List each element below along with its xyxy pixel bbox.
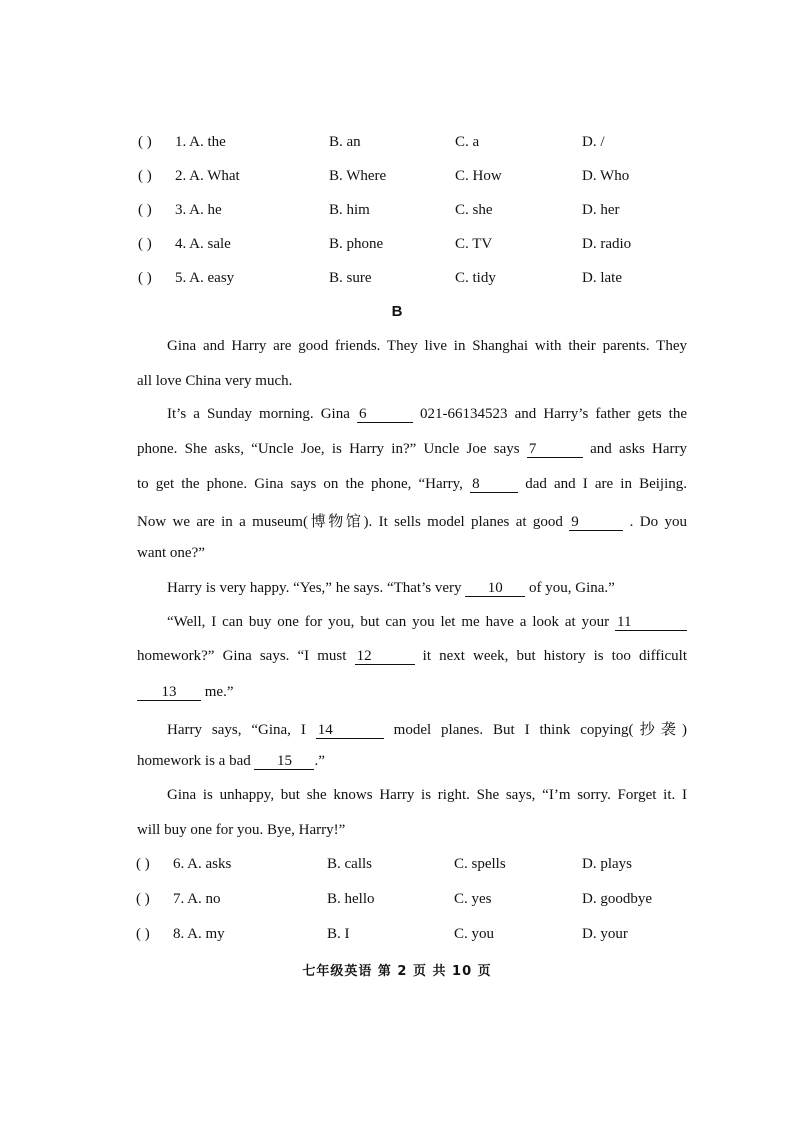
passage-text: It’s a Sunday morning. Gina (167, 406, 350, 422)
question-row-7 (0, 891, 794, 913)
option-c: C. yes (454, 891, 492, 907)
option-a: 7. A. no (173, 891, 221, 907)
option-a: 1. A. the (175, 134, 226, 150)
passage-line (137, 580, 687, 602)
question-row-2 (0, 168, 794, 190)
passage-text: to get the phone. Gina says on the phone, “Harry, (137, 476, 463, 492)
answer-bracket[interactable]: ( ) (138, 134, 152, 150)
option-b: B. sure (329, 270, 372, 286)
blank-15[interactable]: 15 (254, 753, 314, 770)
passage-line (137, 441, 687, 463)
passage-line: will buy one for you. Bye, Harry!” (137, 822, 346, 838)
answer-bracket[interactable]: ( ) (136, 926, 150, 942)
page-footer: 七年级英语 第 2 页 共 10 页 (302, 964, 492, 979)
passage-line (137, 648, 687, 670)
question-row-1 (0, 134, 794, 156)
passage-text: Now we are in a museum(博物馆). It sells model planes at good (137, 514, 563, 530)
option-d: D. her (582, 202, 620, 218)
section-heading: B (391, 303, 403, 320)
blank-9[interactable]: 9 (569, 514, 623, 531)
option-b: B. I (327, 926, 350, 942)
option-d: D. goodbye (582, 891, 652, 907)
question-row-3 (0, 202, 794, 224)
blank-14[interactable]: 14 (316, 722, 384, 739)
blank-7[interactable]: 7 (527, 441, 583, 458)
passage-line: Gina and Harry are good friends. They live in Shanghai with their parents. They (167, 338, 687, 354)
option-c: C. you (454, 926, 495, 942)
option-b: B. phone (329, 236, 384, 252)
passage-text: and asks Harry (590, 441, 688, 457)
passage-text: homework?” Gina says. “I must (137, 648, 347, 664)
passage-line (137, 406, 687, 428)
passage-line (137, 684, 687, 706)
option-c: C. she (455, 202, 493, 218)
answer-bracket[interactable]: ( ) (136, 891, 150, 907)
passage-text: of you, Gina.” (529, 580, 615, 596)
option-d: D. Who (582, 168, 630, 184)
option-c: C. a (455, 134, 480, 150)
passage-line (137, 718, 687, 740)
passage-text: . Do you (629, 514, 687, 530)
option-c: C. tidy (455, 270, 496, 286)
question-row-8 (0, 926, 794, 948)
option-a: 3. A. he (175, 202, 222, 218)
answer-bracket[interactable]: ( ) (138, 236, 152, 252)
blank-11[interactable]: 11 (615, 614, 687, 631)
passage-text: dad and I are in Beijing. (525, 476, 687, 492)
question-row-4 (0, 236, 794, 258)
option-c: C. How (455, 168, 502, 184)
question-row-5 (0, 270, 794, 292)
answer-bracket[interactable]: ( ) (136, 856, 150, 872)
option-b: B. hello (327, 891, 375, 907)
passage-text: phone. She asks, “Uncle Joe, is Harry in?” Uncle Joe says (137, 441, 520, 457)
passage-line: all love China very much. (137, 373, 293, 389)
blank-12[interactable]: 12 (355, 648, 415, 665)
option-a: 5. A. easy (175, 270, 235, 286)
blank-6[interactable]: 6 (357, 406, 413, 423)
passage-line: want one?” (137, 545, 205, 561)
option-a: 6. A. asks (173, 856, 232, 872)
option-d: D. late (582, 270, 622, 286)
blank-10[interactable]: 10 (465, 580, 525, 597)
option-b: B. Where (329, 168, 387, 184)
passage-text: homework is a bad (137, 753, 251, 769)
blank-8[interactable]: 8 (470, 476, 518, 493)
option-a: 4. A. sale (175, 236, 231, 252)
option-d: D. / (582, 134, 605, 150)
passage-text: me.” (204, 684, 234, 700)
blank-13[interactable]: 13 (137, 684, 201, 701)
passage-text: it next week, but history is too difficult (422, 648, 687, 664)
answer-bracket[interactable]: ( ) (138, 270, 152, 286)
passage-text: “Well, I can buy one for you, but can you let me have a look at your (167, 614, 610, 630)
passage-text: 021-66134523 and Harry’s father gets the (420, 406, 687, 422)
option-c: C. spells (454, 856, 506, 872)
option-b: B. calls (327, 856, 372, 872)
option-d: D. radio (582, 236, 632, 252)
option-d: D. plays (582, 856, 632, 872)
passage-text: .” (314, 753, 325, 769)
passage-line (137, 510, 687, 532)
passage-text: model planes. But I think copying(抄袭) (393, 722, 688, 738)
option-c: C. TV (455, 236, 493, 252)
answer-bracket[interactable]: ( ) (138, 202, 152, 218)
option-a: 2. A. What (175, 168, 240, 184)
passage-line: Gina is unhappy, but she knows Harry is right. She says, “I’m sorry. Forget it. I (167, 787, 687, 803)
passage-line (137, 614, 687, 636)
passage-text: Harry is very happy. “Yes,” he says. “That’s very (167, 580, 462, 596)
passage-line (137, 476, 687, 498)
passage-line (137, 753, 687, 775)
passage-text: Harry says, “Gina, I (167, 722, 306, 738)
answer-bracket[interactable]: ( ) (138, 168, 152, 184)
option-b: B. him (329, 202, 370, 218)
question-row-6 (0, 856, 794, 878)
option-a: 8. A. my (173, 926, 225, 942)
option-d: D. your (582, 926, 628, 942)
option-b: B. an (329, 134, 361, 150)
